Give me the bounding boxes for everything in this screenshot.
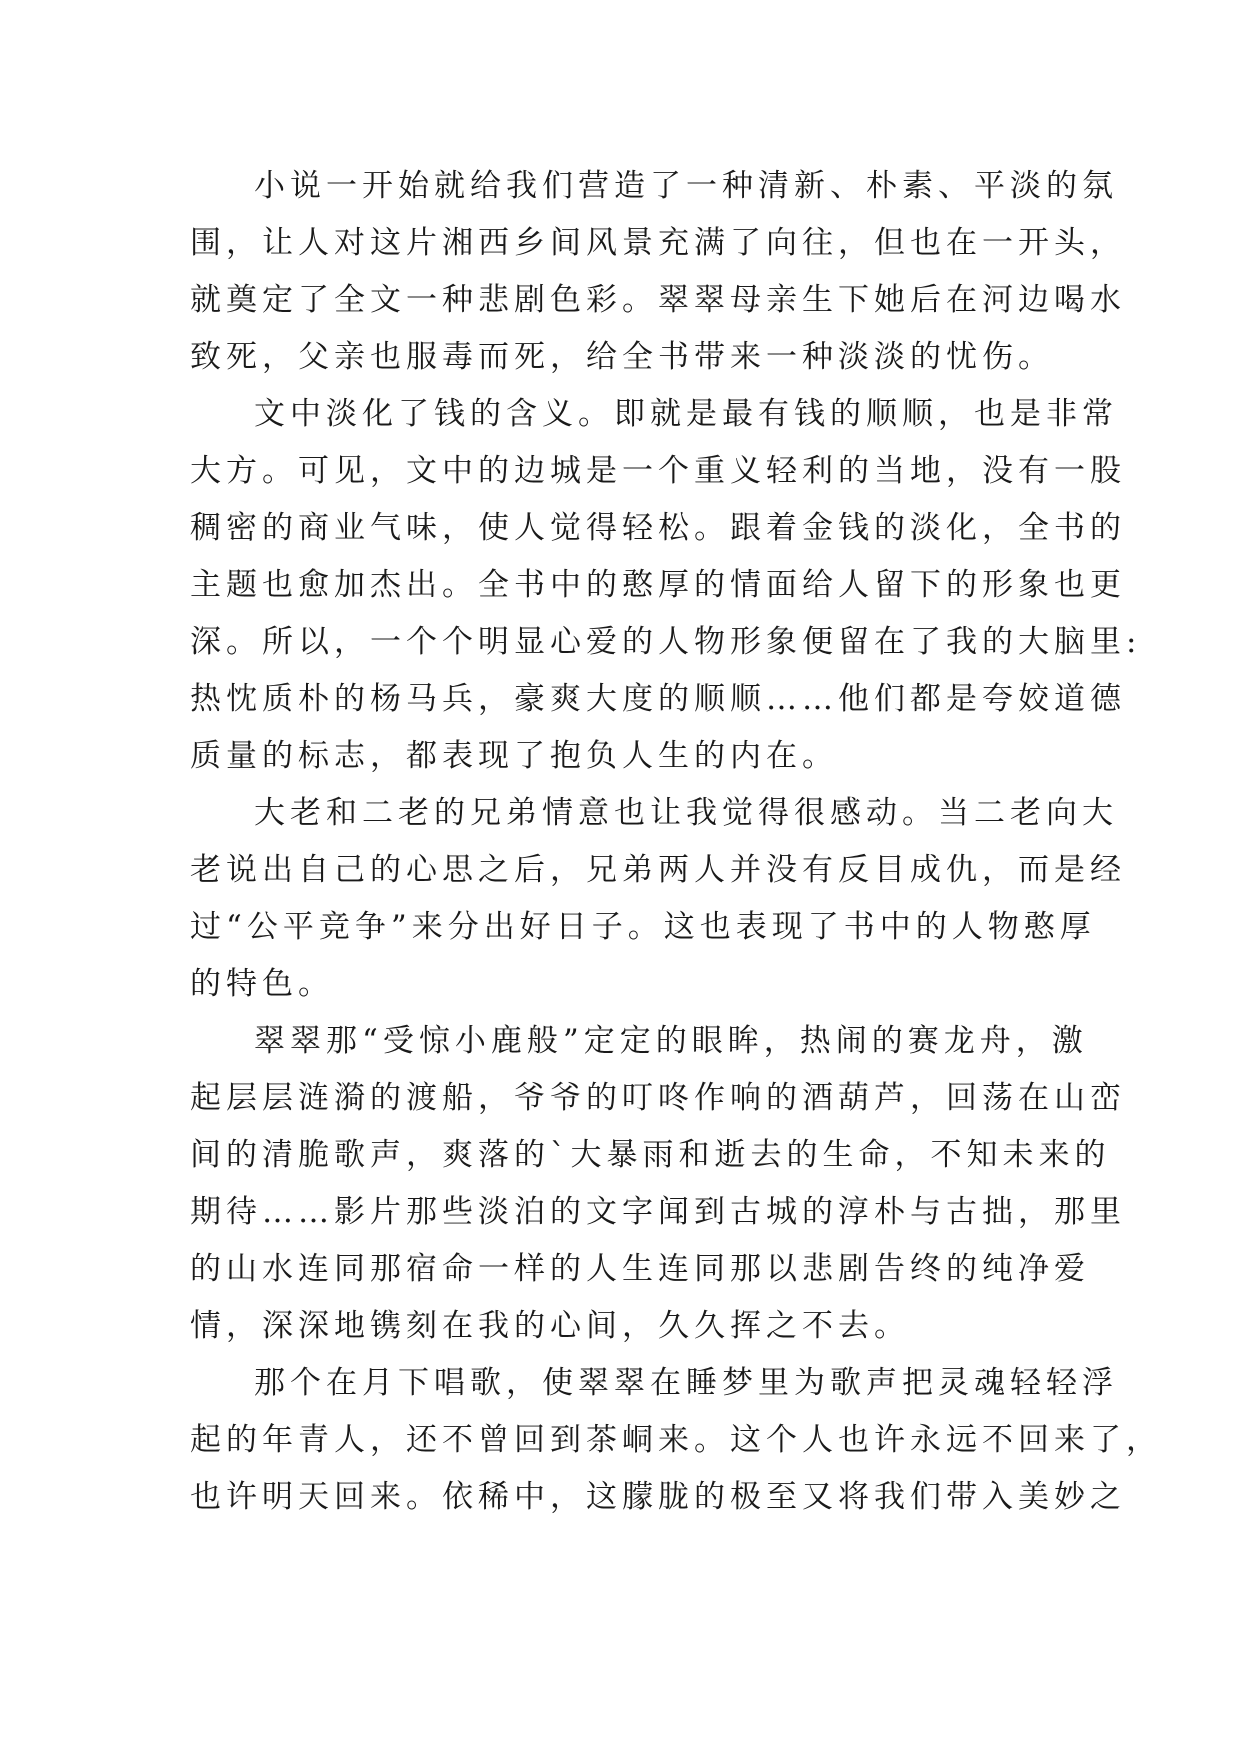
paragraph-5	[190, 1355, 1162, 1526]
paragraph-3	[190, 785, 1126, 1013]
paragraph-1	[190, 158, 1126, 386]
text-line: 那个在月下唱歌，使翠翠在睡梦里为歌声把灵魂轻轻浮	[254, 1365, 1118, 1401]
text-line: 致死，父亲也服毒而死，给全书带来一种淡淡的忧伤。	[190, 339, 1054, 375]
text-line: 主题也愈加杰出。全书中的憨厚的情面给人留下的形象也更	[190, 567, 1126, 603]
body-text	[190, 158, 1162, 1526]
text-line: 情，深深地镌刻在我的心间，久久挥之不去。	[190, 1308, 910, 1344]
text-line: 的特色。	[190, 966, 334, 1002]
text-line: 就奠定了全文一种悲剧色彩。翠翠母亲生下她后在河边喝水	[190, 282, 1126, 318]
text-line: 起层层涟漪的渡船，爷爷的叮咚作响的酒葫芦，回荡在山峦	[190, 1080, 1126, 1116]
text-line: 的山水连同那宿命一样的人生连同那以悲剧告终的纯净爱	[190, 1251, 1090, 1287]
paragraph-2	[190, 386, 1142, 785]
text-line: 文中淡化了钱的含义。即就是最有钱的顺顺，也是非常	[254, 396, 1118, 432]
text-line: 围，让人对这片湘西乡间风景充满了向往，但也在一开头，	[190, 225, 1126, 261]
paragraph-4	[190, 1013, 1126, 1355]
text-line: 也许明天回来。依稀中，这朦胧的极至又将我们带入美妙之	[190, 1479, 1126, 1515]
text-line: 大老和二老的兄弟情意也让我觉得很感动。当二老向大	[254, 795, 1118, 831]
text-line: 过“公平竞争”来分出好日子。这也表现了书中的人物憨厚	[190, 909, 1096, 945]
text-line: 间的清脆歌声，爽落的`大暴雨和逝去的生命，不知未来的	[190, 1137, 1111, 1173]
text-line: 翠翠那“受惊小鹿般”定定的眼眸，热闹的赛龙舟，激	[254, 1023, 1088, 1059]
text-line: 小说一开始就给我们营造了一种清新、朴素、平淡的氛	[254, 168, 1118, 204]
text-line: 期待……影片那些淡泊的文字闻到古城的淳朴与古拙，那里	[190, 1194, 1126, 1230]
text-line: 起的年青人，还不曾回到茶峒来。这个人也许永远不回来了，	[190, 1422, 1162, 1458]
text-line: 老说出自己的心思之后，兄弟两人并没有反目成仇，而是经	[190, 852, 1126, 888]
text-line: 稠密的商业气味，使人觉得轻松。跟着金钱的淡化，全书的	[190, 510, 1126, 546]
text-line: 深。所以，一个个明显心爱的人物形象便留在了我的大脑里:	[190, 624, 1142, 660]
text-line: 热忱质朴的杨马兵，豪爽大度的顺顺……他们都是夸姣道德	[190, 681, 1126, 717]
text-line: 质量的标志，都表现了抱负人生的内在。	[190, 738, 838, 774]
text-line: 大方。可见，文中的边城是一个重义轻利的当地，没有一股	[190, 453, 1126, 489]
